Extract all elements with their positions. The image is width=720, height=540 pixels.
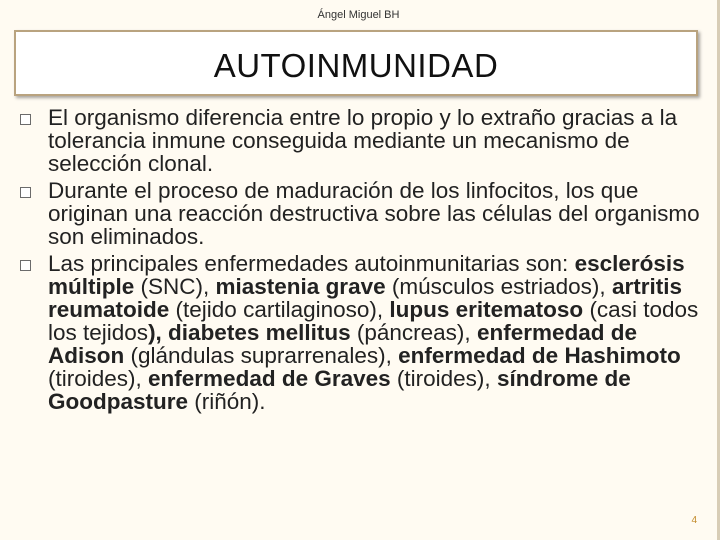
disease-name: enfermedad de Graves (148, 366, 391, 391)
disease-note: (SNC), (134, 274, 216, 299)
bullet-square-icon (20, 114, 31, 125)
bullet-intro: Las principales enfermedades autoinmunitarias son: (48, 251, 575, 276)
disease-name: lupus eritematoso (389, 297, 584, 322)
bullet-text: Durante el proceso de maduración de los linfocitos, los que originan una reacción destructiva sobre las células del organismo son eliminados. (48, 178, 700, 249)
bullet-text: El organismo diferencia entre lo propio y lo extraño gracias a la tolerancia inmune conseguida mediante un mecanismo de selección clonal. (48, 105, 678, 176)
disease-name: esclerósis múltiple (48, 251, 685, 299)
disease-name: síndrome de Goodpasture (48, 366, 631, 414)
disease-note: (riñón). (188, 389, 266, 414)
disease-note: (páncreas), (350, 320, 477, 345)
bullet-item (20, 252, 710, 413)
bullet-item (20, 106, 710, 175)
author-header: Ángel Miguel BH (317, 9, 400, 21)
disease-note: (tiroides), (390, 366, 497, 391)
bullet-item (20, 179, 710, 248)
disease-note: (casi todos los tejidos (48, 297, 699, 345)
bullet-square-icon (20, 260, 31, 271)
disease-name: artritis reumatoide (48, 274, 682, 322)
disease-note: (tiroides), (48, 366, 149, 391)
disease-name: enfermedad de Adison (48, 320, 637, 368)
disease-note: (músculos estriados), (385, 274, 612, 299)
slide-title: AUTOINMUNIDAD (213, 47, 499, 84)
page-number: 4 (691, 515, 697, 526)
bullet-square-icon (20, 187, 31, 198)
disease-name: ), diabetes mellitus (148, 320, 351, 345)
disease-note: (tejido cartilaginoso), (169, 297, 390, 322)
title-box (14, 30, 698, 96)
disease-note: (glándulas suprarrenales), (124, 343, 399, 368)
disease-name: miastenia grave (215, 274, 386, 299)
bullet-list (20, 106, 710, 417)
disease-name: enfermedad de Hashimoto (398, 343, 681, 368)
